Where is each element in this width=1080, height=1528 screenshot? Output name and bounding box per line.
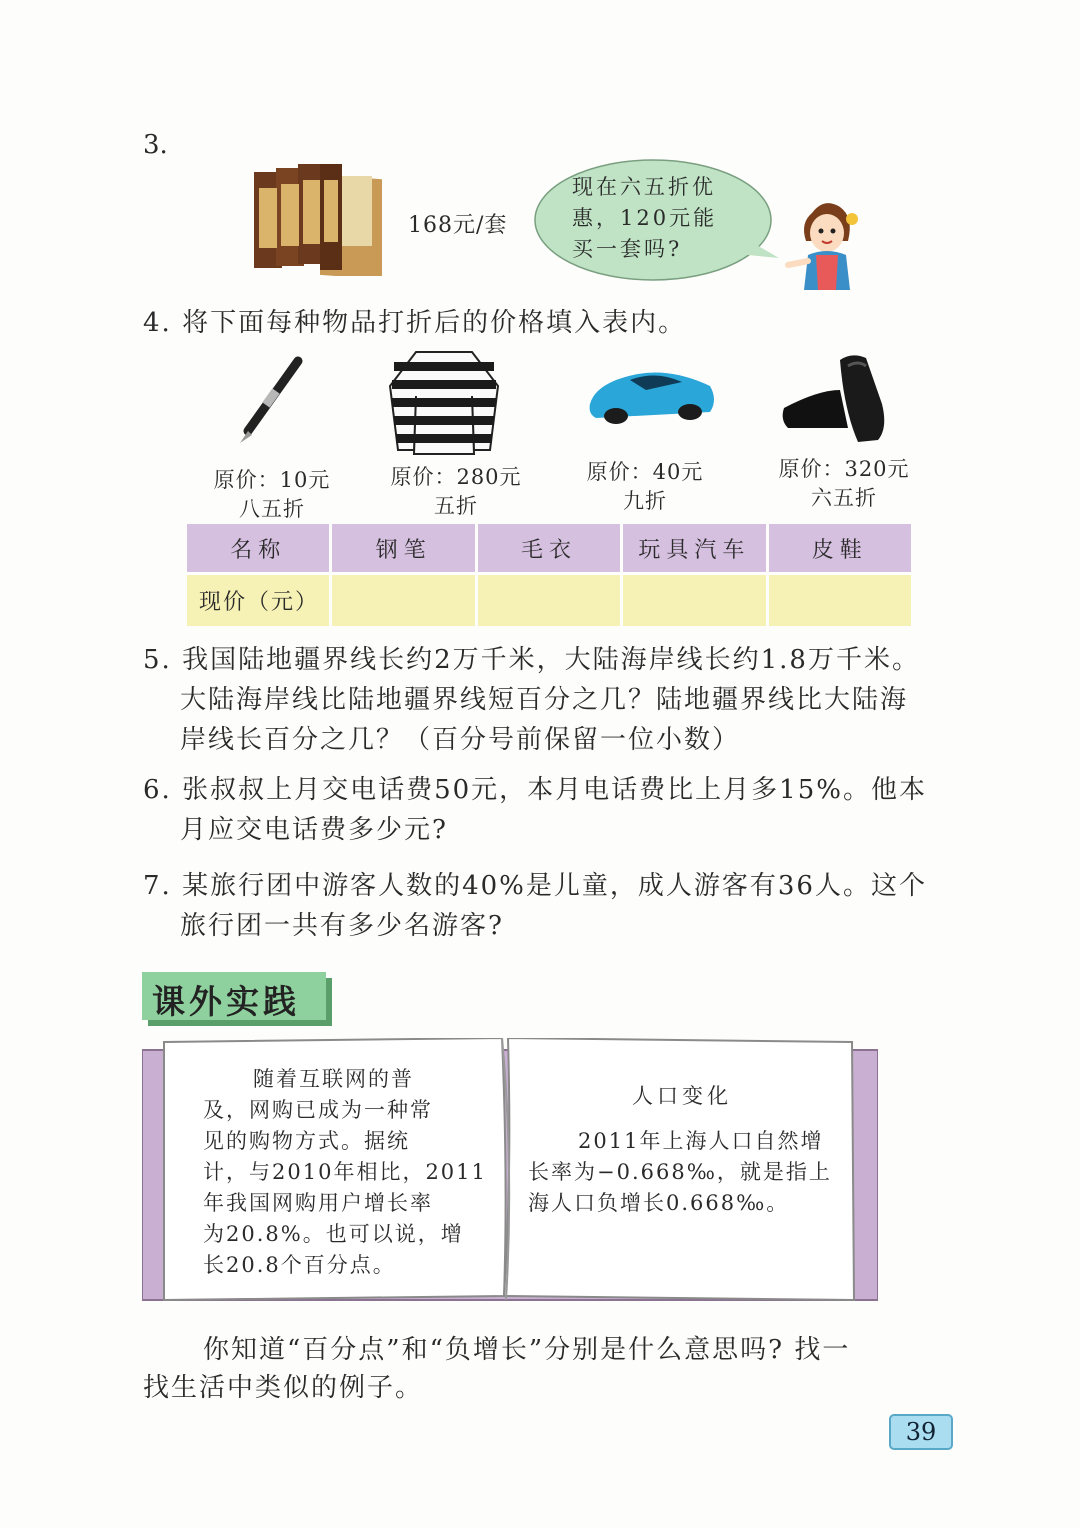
problem-5-line-3: 岸线长百分之几？（百分号前保留一位小数）: [180, 725, 741, 755]
page-number: 39: [889, 1414, 953, 1450]
section-title: 课外实践: [152, 982, 300, 1021]
book-right-text: 2011年上海人口自然增 长率为−0.668‰，就是指上 海人口负增长0.668‰。: [528, 1129, 832, 1215]
striped-sweater-icon: [386, 346, 502, 458]
table-header-cell: 玩具汽车: [623, 524, 765, 575]
closing-line-1: 你知道“百分点”和“负增长”分别是什么意思吗? 找一: [203, 1335, 851, 1365]
answer-cell-car[interactable]: [623, 575, 765, 626]
girl-pointing-icon: [782, 195, 867, 290]
problem-4-question: 4. 将下面每种物品打折后的价格填入表内。: [143, 308, 687, 338]
leather-shoe-icon: [778, 350, 898, 446]
book-right-title: 人口变化: [632, 1084, 732, 1108]
table-row: [187, 575, 911, 626]
table-header-cell: 钢笔: [332, 524, 474, 575]
problem-5-line-1: 5. 我国陆地疆界线长约2万千米，大陆海岸线长约1.8万千米。: [143, 645, 920, 675]
car-caption: 原价：40元 九折: [586, 460, 704, 513]
table-header-cell: 名称: [187, 524, 329, 575]
speech-bubble-text: 现在六五折优 惠，120元能 买一套吗?: [572, 175, 718, 261]
answer-cell-pen[interactable]: [332, 575, 474, 626]
problem-5-line-2: 大陆海岸线比陆地疆界线短百分之几？陆地疆界线比大陆海: [180, 685, 909, 715]
closing-line-2: 找生活中类似的例子。: [143, 1373, 424, 1403]
table-header-cell: 皮鞋: [769, 524, 911, 575]
book-set-icon: [250, 158, 390, 276]
table-row-label: 现价（元）: [187, 575, 329, 626]
problem-3-number: 3.: [143, 130, 168, 160]
answer-cell-shoe[interactable]: [769, 575, 911, 626]
price-table: [184, 524, 914, 626]
problem-7-line-2: 旅行团一共有多少名游客?: [180, 911, 504, 941]
sweater-caption: 原价：280元 五折: [390, 465, 522, 518]
fountain-pen-icon: [236, 355, 306, 445]
problem-6-line-1: 6. 张叔叔上月交电话费50元，本月电话费比上月多15%。他本: [143, 775, 927, 805]
toy-car-icon: [586, 360, 718, 430]
table-header-cell: 毛衣: [478, 524, 620, 575]
answer-cell-sweater[interactable]: [478, 575, 620, 626]
shoe-caption: 原价：320元 六五折: [778, 457, 910, 510]
pen-caption: 原价：10元 八五折: [213, 468, 331, 521]
problem-6-line-2: 月应交电话费多少元?: [180, 815, 448, 845]
table-header-row: [187, 524, 911, 575]
problem-7-line-1: 7. 某旅行团中游客人数的40%是儿童，成人游客有36人。这个: [143, 871, 927, 901]
book-set-price: 168元/套: [408, 213, 508, 238]
book-left-text: 随着互联网的普 及，网购已成为一种常 见的购物方式。据统 计，与2010年相比，2011 年我国网购用户增长率 为20.8%。也可以说，增 长20.8个百分点。: [203, 1067, 487, 1277]
